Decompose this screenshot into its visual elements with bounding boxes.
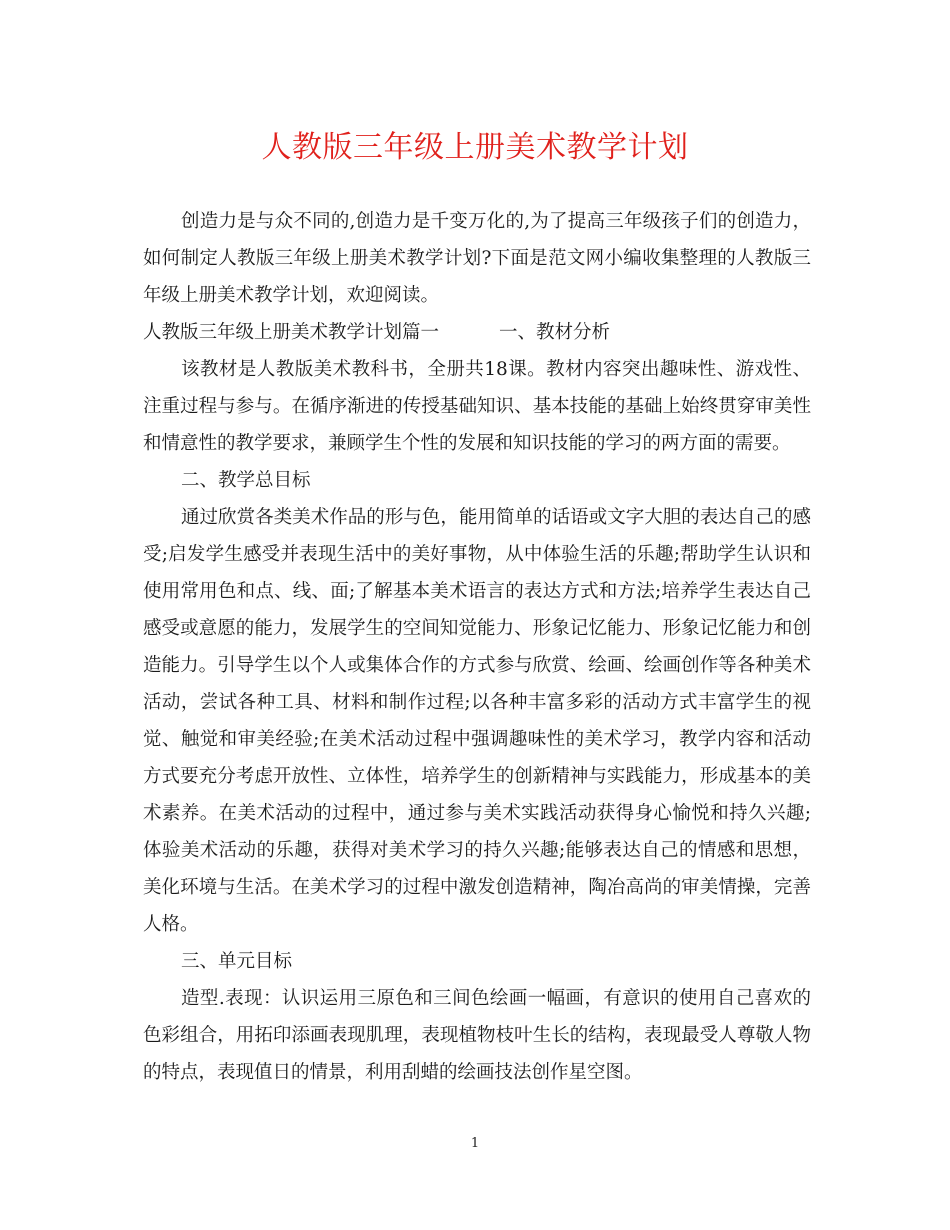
part-heading-row [143,314,811,351]
section2-paragraph: 通过欣赏各类美术作品的形与色，能用简单的话语或文字大胆的表达自己的感受;启发学生感受并表现生活中的美好事物，从中体验生活的乐趣;帮助学生认识和使用常用色和点、线、面;了解基本美术语言的表达方式和方法;培养学生表达自己感受或意愿的能力，发展学生的空间知觉能力、形象记忆能力、形象记忆能力和创造能力。引导学生以个人或集体合作的方式参与欣赏、绘画、绘画创作等各种美术活动，尝试各种工具、材料和制作过程;以各种丰富多彩的活动方式丰富学生的视觉、触觉和审美经验;在美术活动过程中强调趣味性的美术学习，教学内容和活动方式要充分考虑开放性、立体性，培养学生的创新精神与实践能力，形成基本的美术素养。在美术活动的过程中，通过参与美术实践活动获得身心愉悦和持久兴趣;体验美术活动的乐趣，获得对美术学习的持久兴趣;能够表达自己的情感和思想，美化环境与生活。在美术学习的过程中激发创造精神，陶冶高尚的审美情操，完善人格。 [143,507,811,935]
section3-paragraph: 造型.表现：认识运用三原色和三间色绘画一幅画，有意识的使用自己喜欢的色彩组合，用拓印添画表现肌理，表现植物枝叶生长的结构，表现最受人尊敬人物的特点，表现值日的情景，利用刮蜡的绘画技法创作星空图。 [143,988,811,1083]
section1-paragraph: 该教材是人教版美术教科书，全册共18课。教材内容突出趣味性、游戏性、注重过程与参与。在循序渐进的传授基础知识、基本技能的基础上始终贯穿审美性和情意性的教学要求，兼顾学生个性的发展和知识技能的学习的两方面的需要。 [143,359,811,454]
page-number: 1 [470,1136,480,1151]
heading-gap [439,314,499,351]
part-heading: 人教版三年级上册美术教学计划篇一 [143,322,440,343]
document-body [143,203,811,1091]
intro-paragraph: 创造力是与众不同的,创造力是千变万化的,为了提高三年级孩子们的创造力，如何制定人教版三年级上册美术教学计划?下面是范文网小编收集整理的人教版三年级上册美术教学计划，欢迎阅读。 [143,211,811,306]
section1-heading: 一、教材分析 [499,322,611,343]
document-title: 人教版三年级上册美术教学计划 [261,130,689,165]
section3-heading: 三、单元目标 [181,951,293,972]
section2-heading: 二、教学总目标 [181,470,311,491]
